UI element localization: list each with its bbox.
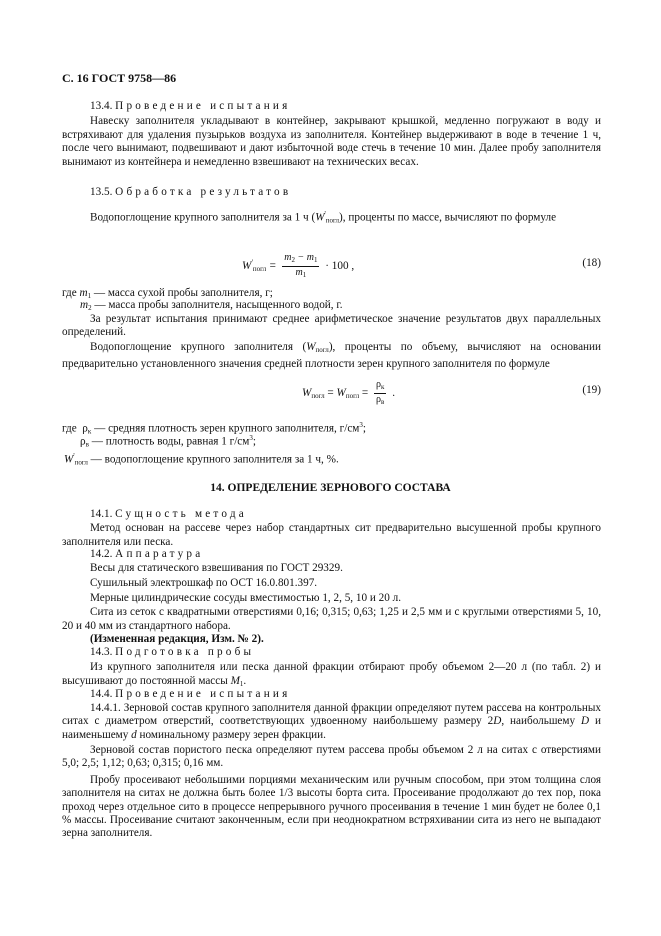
apparatus-item-2: Сушильный электрошкаф по ОСТ 16.0.801.397. <box>90 577 318 589</box>
amendment-note: (Измененная редакция, Изм. № 2). <box>90 633 264 645</box>
heading-13-5: 13.5. Обработка результатов <box>90 186 292 198</box>
apparatus-item-4: Сита из сеток с квадратными отверстиями 0,16; 0,315; 0,63; 1,25 и 2,5 мм и с круглыми отверстиями 5, 10, 20 и 40 мм из стандартного набора. <box>62 606 601 632</box>
definition-m1: где $m_1$ — масса сухой пробы заполнителя, г; <box>62 287 273 300</box>
paragraph-13-5-formula-intro: Водопоглощение крупного заполнителя за 1 ч $(W'_{погл})$, проценты по массе, вычисляют по формуле <box>90 210 557 225</box>
heading-14-2: 14.2. Аппаратура <box>90 548 204 560</box>
paragraph-14-4-sieving: Пробу просеивают небольшими порциями механическим или ручным способом, при этом толщина слоя заполнителя на ситах не должна быть более 1/3 высоты борта сита. Просеивание продолжают до тех пор, пока проход через отдельное сито в процессе непрерывного ручного просеивания в течение 1 мин будет не более 0,1 % массы. Просеивание считают законченным, если при неоднократном встряхивании сита из него не выпадают зерна заполнителя. <box>62 774 601 840</box>
heading-14-1: 14.1. Сущность метода <box>90 508 247 520</box>
paragraph-14-4-1: 14.4.1. Зерновой состав крупного заполнителя данной фракции определяют путем рассева на контрольных ситах с диаметром отверстий, соответствующих удвоенному наибольшему размеру 2D, наибольшему D и наименьшему d номинальному размеру зерен фракции. <box>62 702 601 741</box>
paragraph-14-1: Метод основан на рассеве через набор стандартных сит предварительно высушенной пробы крупного заполнителя или песка. <box>62 522 601 548</box>
definition-rho-k: где $\rho_к$ — средняя плотность зерен крупного заполнителя, $г/см^3$; <box>62 421 366 436</box>
formula-number-19: (19) <box>582 384 601 396</box>
heading-13-4: 13.4. Проведение испытания <box>90 100 291 112</box>
definition-m2: $m_2$ — масса пробы заполнителя, насыщенного водой, г. <box>80 299 343 312</box>
definition-rho-v: $\rho_в$ — плотность воды, равная 1 $г/см^3$; <box>80 434 256 449</box>
paragraph-13-5-result: За результат испытания принимают среднее арифметическое значение результатов двух параллельных определений. <box>62 313 601 338</box>
paragraph-13-5-volume: Водопоглощение крупного заполнителя $(W_{погл})$, проценты по объему, вычисляют на основании предварительно установленного значения средней плотности зерен крупного заполнителя по формуле <box>62 341 601 370</box>
section-14-title: 14. ОПРЕДЕЛЕНИЕ ЗЕРНОВОГО СОСТАВА <box>210 482 451 494</box>
formula-number-18: (18) <box>582 257 601 269</box>
heading-14-3: 14.3. Подготовка пробы <box>90 646 255 658</box>
formula-19: $W_{погл} = W_{погл}$ = $\frac{\rho_к}{\rho_в}$ . <box>302 379 395 406</box>
paragraph-14-3: Из крупного заполнителя или песка данной фракции отбирают пробу объемом 2—20 л (по табл. 2) и высушивают до постоянной массы $M_1$. <box>62 661 601 688</box>
definition-w-prime: $W'_{погл}$ — водопоглощение крупного заполнителя за 1 ч, %. <box>64 452 339 467</box>
page-header: С. 16 ГОСТ 9758—86 <box>62 71 177 85</box>
apparatus-item-1: Весы для статического взвешивания по ГОСТ 29329. <box>90 562 343 574</box>
apparatus-item-3: Мерные цилиндрические сосуды вместимостью 1, 2, 5, 10 и 20 л. <box>90 592 402 604</box>
formula-18: $W'_{погл}$ = $\frac{m_2 - m_1}{m_1}$ · 100 , <box>242 252 355 279</box>
paragraph-14-4-sand: Зерновой состав пористого песка определяют путем рассева пробы объемом 2 л на ситах с отверстиями 5,0; 2,5; 1,12; 0,63; 0,315; 0,16 мм. <box>62 744 601 770</box>
heading-14-4: 14.4. Проведение испытания <box>90 688 291 700</box>
paragraph-13-4: Навеску заполнителя укладывают в контейнер, закрывают крышкой, медленно погружают в воду и встряхивают для удаления пузырьков воздуха из заполнителя. Контейнер выдерживают в воде в течение 1 ч, после чего вынимают, подвешивают и дают избыточной воде стечь в течение 10 мин. Далее пробу заполнителя вынимают из контейнера и немедленно взвешивают на технических весах. <box>62 115 601 168</box>
